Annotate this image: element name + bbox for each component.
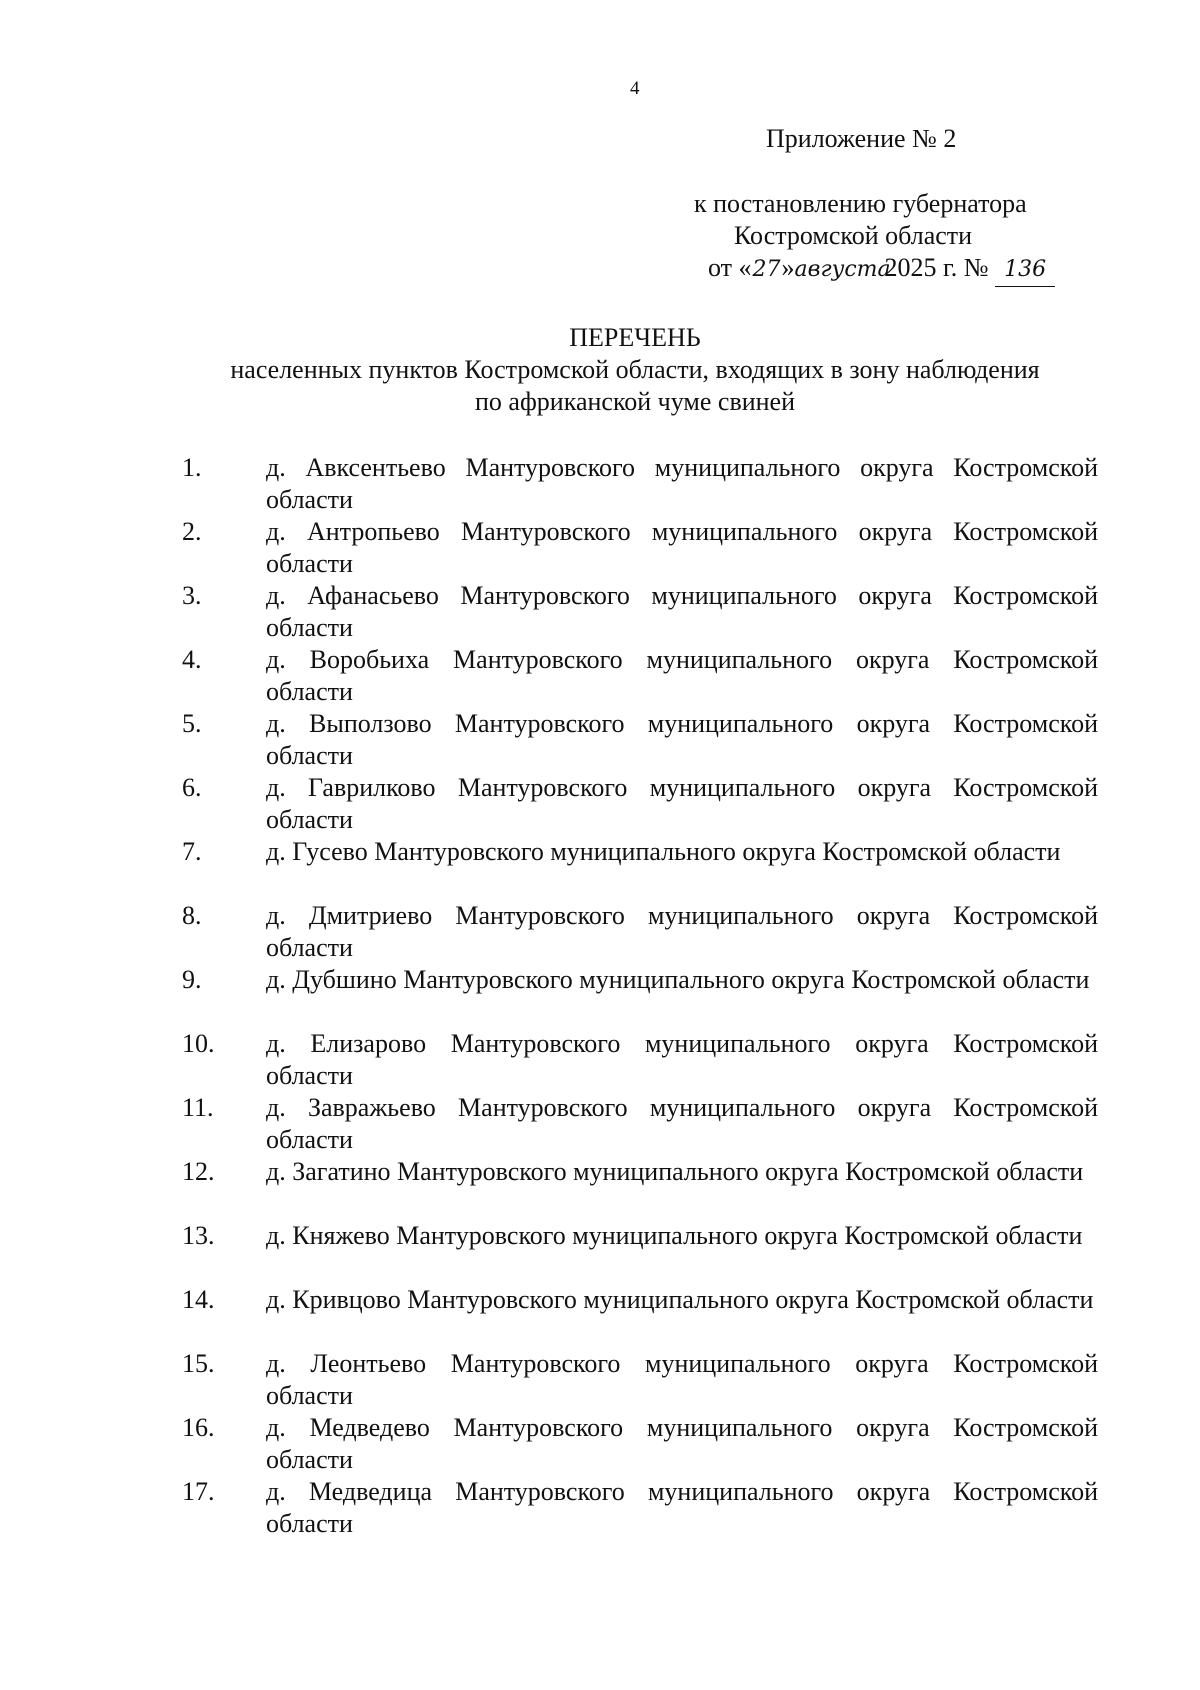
list-item <box>182 580 1098 644</box>
list-item-text: д. Елизарово Мантуровского муниципального округа Костромской области <box>266 1029 1098 1090</box>
list-item <box>182 964 1098 1028</box>
decree-line-2: Костромской области <box>734 221 973 250</box>
decree-number: 136 <box>995 254 1055 287</box>
list-item-number: 17. <box>182 1477 215 1506</box>
list-item-number: 3. <box>182 581 202 610</box>
list-item <box>182 1220 1098 1284</box>
list-item <box>182 772 1098 836</box>
list-item-number: 6. <box>182 773 202 802</box>
page-number: 4 <box>630 78 640 99</box>
list-item-number: 13. <box>182 1221 215 1250</box>
list-item-text: д. Медведица Мантуровского муниципального округа Костромской области <box>266 1477 1098 1538</box>
list-item-text: д. Гаврилково Мантуровского муниципального округа Костромской области <box>266 773 1098 834</box>
list-item-number: 4. <box>182 645 202 674</box>
decree-year: 2025 г. № <box>884 253 989 282</box>
list-item <box>182 1284 1098 1348</box>
list-item-number: 1. <box>182 453 202 482</box>
list-item <box>182 452 1098 516</box>
list-item-text: д. Афанасьево Мантуровского муниципального округа Костромской области <box>266 581 1098 642</box>
title-line-1: населенных пунктов Костромской области, входящих в зону наблюдения <box>230 355 1040 384</box>
list-item-text: д. Гусево Мантуровского муниципального округа Костромской области <box>266 837 1061 866</box>
list-item <box>182 1412 1098 1476</box>
list-item-text: д. Дмитриево Мантуровского муниципального округа Костромской области <box>266 901 1098 962</box>
list-item-number: 11. <box>182 1093 214 1122</box>
list-item-text: д. Княжево Мантуровского муниципального округа Костромской области <box>266 1221 1083 1250</box>
list-item <box>182 836 1098 900</box>
list-item-number: 14. <box>182 1285 215 1314</box>
decree-date-mid: » <box>781 253 795 282</box>
list-item-text: д. Авксентьево Мантуровского муниципального округа Костромской области <box>266 453 1098 514</box>
list-item-text: д. Кривцово Мантуровского муниципального округа Костромской области <box>266 1285 1094 1314</box>
list-item-number: 12. <box>182 1157 215 1186</box>
list-item-text: д. Антропьево Мантуровского муниципального округа Костромской области <box>266 517 1098 578</box>
list-item <box>182 708 1098 772</box>
document-title <box>0 322 1200 418</box>
decree-date-prefix: от « <box>708 253 752 282</box>
list-item <box>182 1348 1098 1412</box>
list-item-text: д. Медведево Мантуровского муниципального округа Костромской области <box>266 1413 1098 1474</box>
appendix-label: Приложение № 2 <box>766 124 957 153</box>
decree-day: 27 <box>752 257 781 282</box>
list-item-text: д. Выползово Мантуровского муниципального округа Костромской области <box>266 709 1098 770</box>
title-line-2: по африканской чуме свиней <box>475 387 795 416</box>
list-item-number: 10. <box>182 1029 215 1058</box>
list-item-text: д. Воробьиха Мантуровского муниципального округа Костромской области <box>266 645 1098 706</box>
list-item-text: д. Завражьево Мантуровского муниципального округа Костромской области <box>266 1093 1098 1154</box>
list-item <box>182 1092 1098 1156</box>
decree-line-1: к постановлению губернатора <box>694 189 1027 218</box>
list-item <box>182 1156 1098 1220</box>
list-item-number: 7. <box>182 837 202 866</box>
list-item <box>182 1476 1098 1540</box>
settlement-list <box>182 452 1098 1540</box>
list-item-number: 15. <box>182 1349 215 1378</box>
list-item-text: д. Леонтьево Мантуровского муниципального округа Костромской области <box>266 1349 1098 1410</box>
decree-line-3 <box>694 252 1094 287</box>
list-item-number: 5. <box>182 709 202 738</box>
list-item <box>182 900 1098 964</box>
decree-month: августа <box>794 257 891 282</box>
list-item-number: 9. <box>182 965 202 994</box>
list-item <box>182 644 1098 708</box>
list-item <box>182 1028 1098 1092</box>
list-item-text: д. Загатино Мантуровского муниципального округа Костромской области <box>266 1157 1084 1186</box>
list-item <box>182 516 1098 580</box>
list-item-number: 16. <box>182 1413 215 1442</box>
list-item-number: 2. <box>182 517 202 546</box>
decree-reference <box>694 188 1094 287</box>
list-item-number: 8. <box>182 901 202 930</box>
title-heading: ПЕРЕЧЕНЬ <box>569 323 701 352</box>
list-item-text: д. Дубшино Мантуровского муниципального округа Костромской области <box>266 965 1090 994</box>
